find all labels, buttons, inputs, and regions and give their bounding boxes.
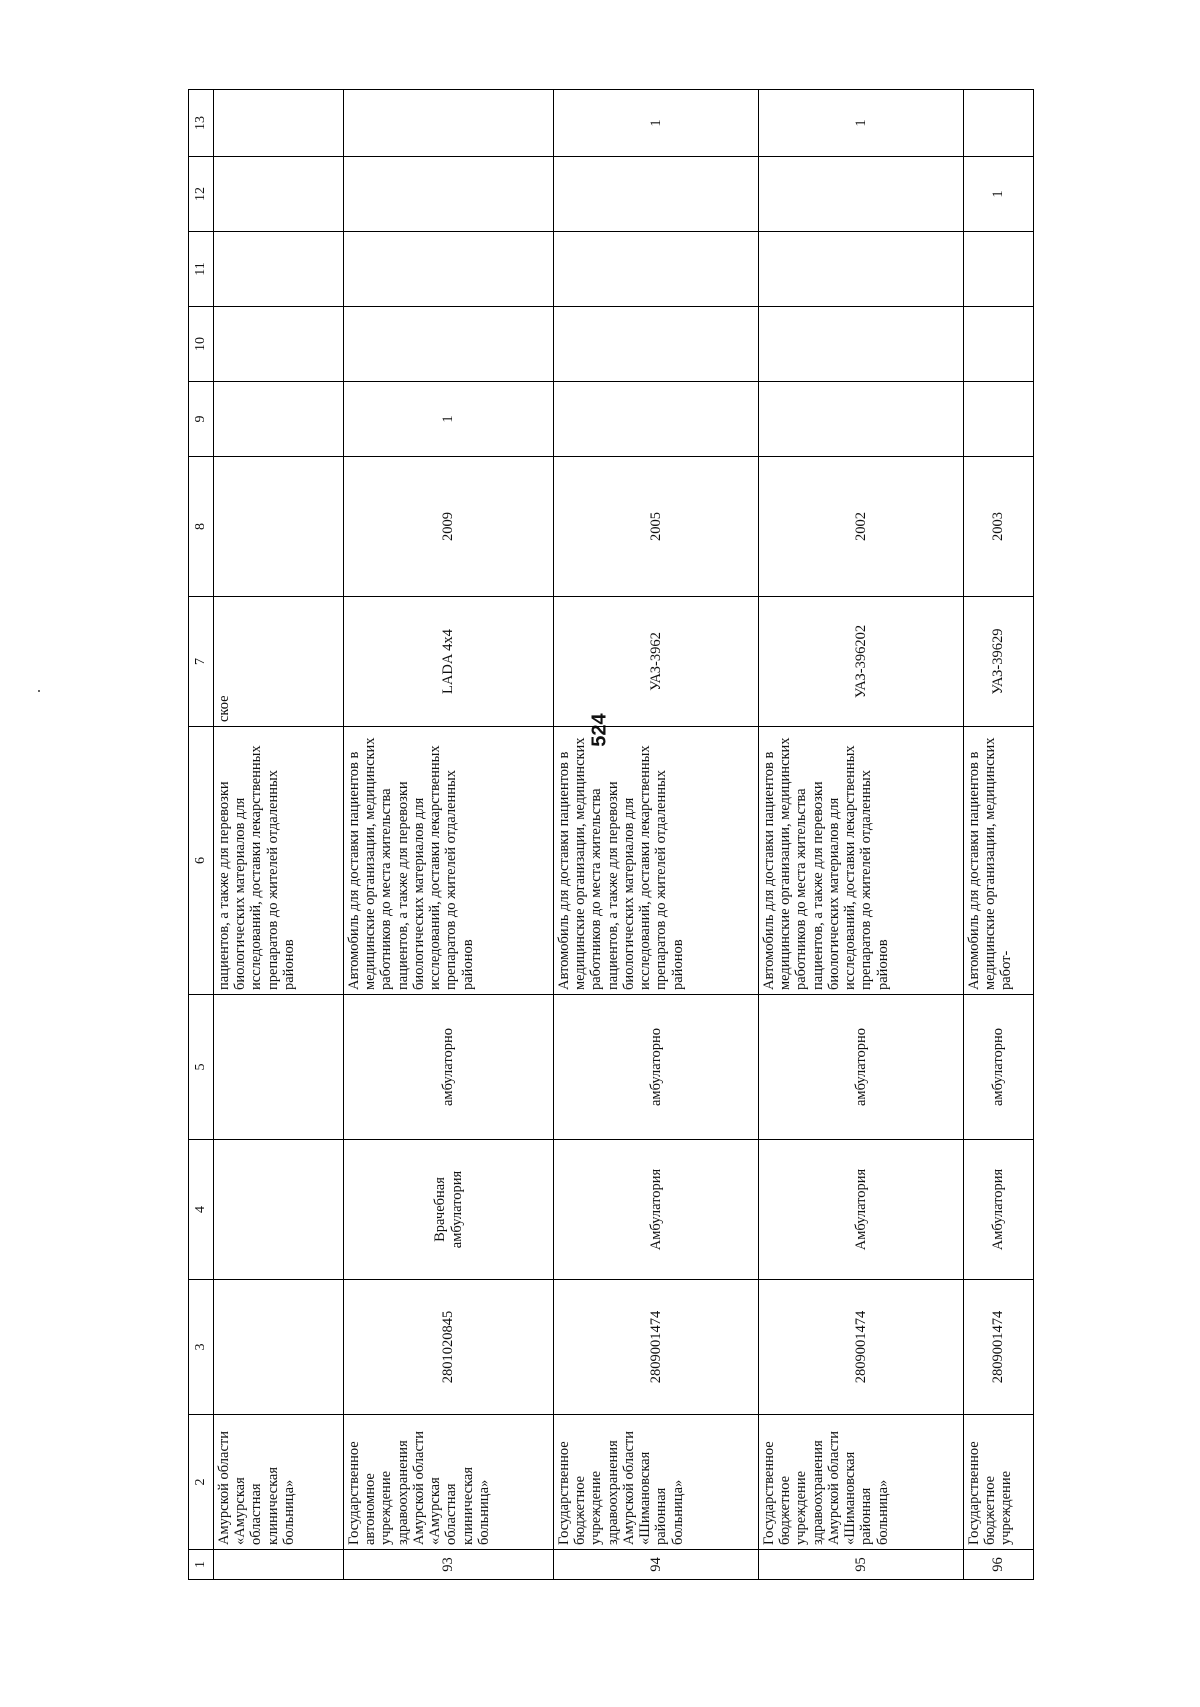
col-header-8: 8 (189, 457, 214, 597)
vehicle-year: 2005 (554, 457, 759, 597)
cell-col-12: 1 (964, 157, 1034, 232)
service-mode: амбулаторно (344, 995, 554, 1140)
service-mode (214, 995, 344, 1140)
vehicle-model: ское (214, 597, 344, 727)
table-row (759, 90, 964, 1580)
organization-name: Амурской области «Амурская областная клиническая больница» (214, 1415, 344, 1550)
vehicle-model: УАЗ-3962 (554, 597, 759, 727)
col-header-12: 12 (189, 157, 214, 232)
cell-col-12 (759, 157, 964, 232)
vehicle-year: 2002 (759, 457, 964, 597)
cell-col-13 (214, 90, 344, 157)
vehicle-model: УАЗ-39629 (964, 597, 1034, 727)
row-number: 93 (344, 1550, 554, 1580)
inn: 2809001474 (759, 1280, 964, 1415)
col-header-7: 7 (189, 597, 214, 727)
cell-col-13: 1 (554, 90, 759, 157)
cell-col-10 (759, 307, 964, 382)
service-mode: амбулаторно (964, 995, 1034, 1140)
vehicle-purpose: Автомобиль для доставки пациентов в медицинские организации, медицинских работников до места жительства пациентов, а также для перевозки биологических материалов для исследований, доставки лекарственных препаратов до жителей отдаленных районов (344, 727, 554, 995)
scan-speck (38, 690, 40, 692)
cell-col-12 (344, 157, 554, 232)
organization-name: Государственное бюджетное учреждение (964, 1415, 1034, 1550)
cell-col-13: 1 (759, 90, 964, 157)
row-number: 95 (759, 1550, 964, 1580)
col-header-11: 11 (189, 232, 214, 307)
cell-col-11 (759, 232, 964, 307)
row-number: 96 (964, 1550, 1034, 1580)
cell-col-9 (214, 382, 344, 457)
unit-name: Амбулатория (554, 1140, 759, 1280)
cell-col-11 (214, 232, 344, 307)
col-header-6: 6 (189, 727, 214, 995)
col-header-10: 10 (189, 307, 214, 382)
unit-name (214, 1140, 344, 1280)
table-row (964, 90, 1034, 1580)
col-header-13: 13 (189, 90, 214, 157)
inn (214, 1280, 344, 1415)
col-header-4: 4 (189, 1140, 214, 1280)
row-number: 94 (554, 1550, 759, 1580)
vehicle-purpose: Автомобиль для доставки пациентов в медицинские организации, медицинских работ- (964, 727, 1034, 995)
vehicle-purpose: пациентов, а также для перевозки биологических материалов для исследований, доставки лекарственных препаратов до жителей отдаленных районов (214, 727, 344, 995)
inn: 2809001474 (554, 1280, 759, 1415)
vehicle-purpose: Автомобиль для доставки пациентов в медицинские организации, медицинских работников до места жительства пациентов, а также для перевозки биологических материалов для исследований, доставки лекарственных препаратов до жителей отдаленных районов (554, 727, 759, 995)
col-header-3: 3 (189, 1280, 214, 1415)
unit-name: Амбулатория (964, 1140, 1034, 1280)
inn: 2801020845 (344, 1280, 554, 1415)
cell-col-9 (964, 382, 1034, 457)
inn: 2809001474 (964, 1280, 1034, 1415)
cell-col-12 (554, 157, 759, 232)
row-number (214, 1550, 344, 1580)
cell-col-9 (759, 382, 964, 457)
vehicle-year: 2003 (964, 457, 1034, 597)
vehicle-purpose: Автомобиль для доставки пациентов в медицинские организации, медицинских работников до места жительства пациентов, а также для перевозки биологических материалов для исследований, доставки лекарственных препаратов до жителей отдаленных районов (759, 727, 964, 995)
table-row (214, 90, 344, 1580)
organization-name: Государственное автономное учреждение здравоохранения Амурской области «Амурская областная клиническая больница» (344, 1415, 554, 1550)
col-header-5: 5 (189, 995, 214, 1140)
col-header-2: 2 (189, 1415, 214, 1550)
col-header-9: 9 (189, 382, 214, 457)
cell-col-11 (344, 232, 554, 307)
vehicle-model: LADA 4x4 (344, 597, 554, 727)
page-number: 524 (588, 713, 611, 747)
service-mode: амбулаторно (554, 995, 759, 1140)
cell-col-11 (964, 232, 1034, 307)
col-header-1: 1 (189, 1550, 214, 1580)
unit-name: Врачебная амбулатория (344, 1140, 554, 1280)
cell-col-10 (214, 307, 344, 382)
column-number-row (189, 90, 214, 1580)
data-table (188, 89, 1034, 1580)
cell-col-10 (344, 307, 554, 382)
organization-name: Государственное бюджетное учреждение здравоохранения Амурской области «Шимановская районная больница» (759, 1415, 964, 1550)
service-mode: амбулаторно (759, 995, 964, 1140)
table-row (554, 90, 759, 1580)
vehicle-year (214, 457, 344, 597)
cell-col-10 (964, 307, 1034, 382)
cell-col-12 (214, 157, 344, 232)
rotated-table-wrapper (188, 90, 1028, 1580)
vehicle-model: УАЗ-396202 (759, 597, 964, 727)
vehicle-year: 2009 (344, 457, 554, 597)
cell-col-9 (554, 382, 759, 457)
unit-name: Амбулатория (759, 1140, 964, 1280)
organization-name: Государственное бюджетное учреждение здравоохранения Амурской области «Шимановская районная больница» (554, 1415, 759, 1550)
cell-col-13 (964, 90, 1034, 157)
cell-col-11 (554, 232, 759, 307)
cell-col-10 (554, 307, 759, 382)
cell-col-9: 1 (344, 382, 554, 457)
cell-col-13 (344, 90, 554, 157)
table-row (344, 90, 554, 1580)
